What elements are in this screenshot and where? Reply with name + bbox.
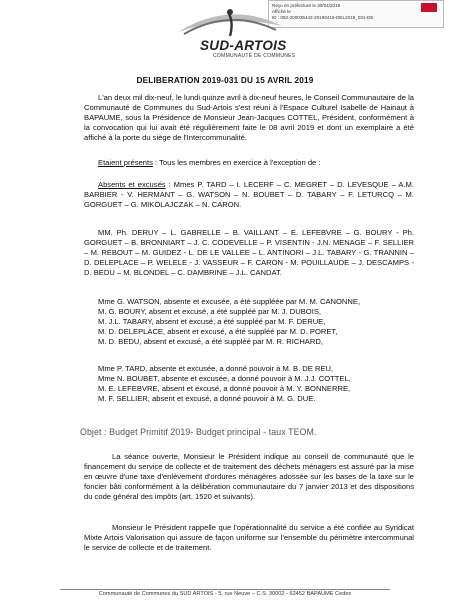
intro-paragraph: L'an deux mil dix-neuf, le lundi quinze avril à dix-neuf heures, le Conseil Communautaire de la Communauté de Communes du Sud-Artois s'est réuni à l'Espace Culturel Isabelle de Hainaut à BAPAUME, sous la Présidence de Monsieur Jean-Jacques COTTEL, Président, conformément à la convocation qui lui avait été régulièrement faite le 08 avril 2019 et dont un exemplaire a été affiché à la porte du siège de l'Intercommunalité. — [84, 93, 414, 143]
objet-heading: Objet : Budget Primitif 2019- Budget principal - taux TEOM. — [80, 427, 317, 437]
logo-title: SUD-ARTOIS — [200, 38, 287, 53]
list-item: M. G. BOURY, absent et excusé, a été suppléé par M. J. DUBOIS, — [98, 307, 321, 317]
logo-subtitle: COMMUNAUTÉ DE COMMUNES — [213, 53, 296, 59]
list-item: Mme G. WATSON, absente et excusée, a été suppléée par M. M. CANONNE, — [98, 297, 361, 306]
list-item: M. D. BEDU, absent et excusé, a été suppléé par M. R. RICHARD, — [98, 337, 323, 347]
list-item: Mme P. TARD, absente et excusée, a donné pouvoir à M. B. DE REU, — [98, 364, 334, 373]
stamp-posted-line: Affiché le — [272, 9, 291, 14]
list-item: Mme N. BOUBET, absente et excusée, a donné pouvoir à M. J.J. COTTEL, — [98, 374, 351, 384]
list-item: M. E. LEFEBVRE, absent et excusé, a donné pouvoir à M. Y. BONNERRE, — [98, 384, 351, 394]
seance-paragraph: La séance ouverte, Monsieur le Président indique au conseil de communauté que le financement du service de collecte et de traitement des déchets ménagers est assuré par la mise en œuvre d'une taxe d'enlèvement d'ordures ménagères adossée sur les bases de la taxe sur le foncier bâti conformément à la délibération communautaire du 7 janvier 2013 et des dispositions du code général des impôts (art. 1520 et suivants). — [84, 452, 414, 502]
rappel-paragraph: Monsieur le Président rappelle que l'opérationnalité du service a été confiée au Syndicat Mixte Artois Valorisation qui assure de façon uniforme sur l'ensemble du périmètre intercommunal le service de collecte et de traitement. — [84, 523, 414, 553]
stamp-received-line: Reçu en préfecture le 30/04/2019 — [272, 3, 341, 8]
suppleants-list — [84, 297, 414, 347]
absents-paragraph: Absents et excusés : Mmes P. TARD – I. LECERF – C. MEGRET – D. LEVESQUE – A.M. BARBIER - V. HERMANT – G. WATSON – N. BOUBET – D. TABARY – F. LETURCQ – M. GORGUET – G. MIKOLAJCZAK – N. CARON. — [84, 180, 414, 210]
pouvoirs-list — [84, 364, 414, 404]
footer-divider — [60, 589, 390, 590]
messieurs-paragraph: MM. Ph. DERUY – L. GABRELLE – B. VAILLANT – E. LEFEBVRE – G. BOURY - Ph. GORGUET – B. BRONNIART – J. C. CODEVELLE – P. VISENTIN - J.N. MENAGE – F. SELLIER – M. REBOUT – M. GUIDEZ - L. DE LE VALLEE – L. ANTINORI – J.L. TABARY - G. TRANNIN – D. DELEPLACE – P. WELELE - J. VASSEUR – F. CARON - M. POUILLAUDE – J. DESCAMPS - D. BEDU – M. BLONDEL – C. DAMBRINE – J.L. CANDAT. — [84, 228, 414, 278]
list-item: M. D. DELEPLACE, absent et excusé, a été suppléé par M. D. PORET, — [98, 327, 338, 337]
stamp-id-line: ID : 062-200035442-20190415-DEL2019_031-DE — [272, 15, 374, 20]
presents-paragraph: Etaient présents : Tous les membres en exercice à l'exception de : — [98, 158, 321, 167]
stamp-badge-icon — [421, 3, 437, 12]
list-item: M. J.L. TABARY, absent et excusé, a été suppléé par M. F. DERUE, — [98, 317, 326, 327]
absents-label: Absents et excusés — [98, 180, 166, 189]
presents-label: Etaient présents — [98, 158, 153, 167]
prefecture-receipt-stamp — [268, 0, 444, 28]
deliberation-title: DELIBERATION 2019-031 DU 15 AVRIL 2019 — [136, 76, 314, 85]
list-item: M. F. SELLIER, absent et excusé, a donné pouvoir à M. G. DUE. — [98, 394, 316, 404]
footer-address: Communauté de Communes du SUD ARTOIS - 5, rue Neuve – C.S. 30002 - 62452 BAPAUME Cedex — [98, 591, 352, 597]
